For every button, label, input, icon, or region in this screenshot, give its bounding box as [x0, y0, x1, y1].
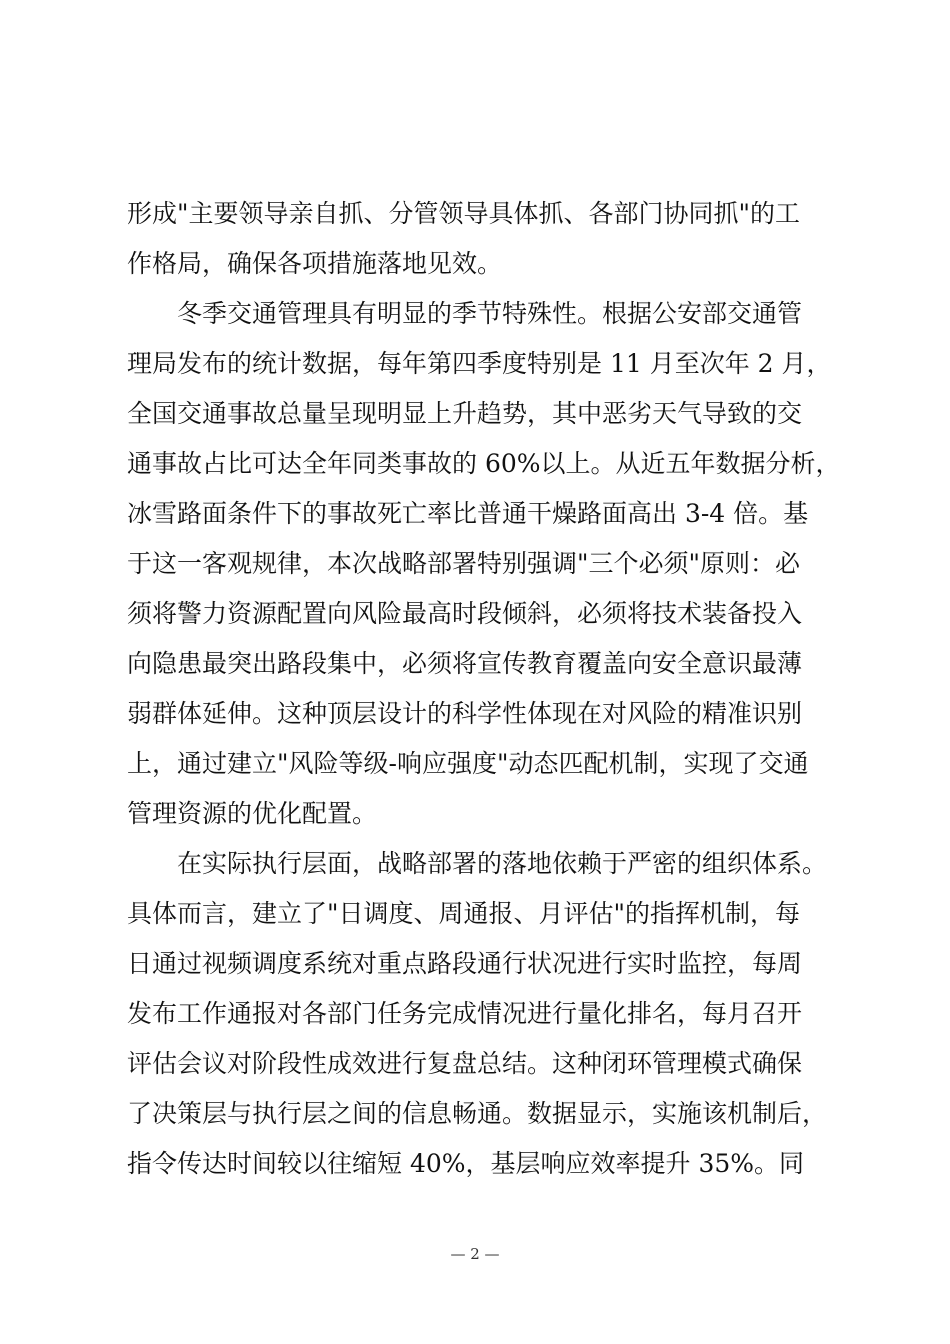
text-line: 通事故占比可达全年同类事故的 60%以上。从近五年数据分析，: [127, 449, 841, 478]
text-line: 日通过视频调度系统对重点路段通行状况进行实时监控，每周: [127, 949, 803, 978]
body-text: [127, 189, 841, 1189]
text-line: 于这一客观规律，本次战略部署特别强调"三个必须"原则：必: [127, 549, 801, 578]
text-line: 作格局，确保各项措施落地见效。: [127, 249, 503, 278]
text-line: 指令传达时间较以往缩短 40%，基层响应效率提升 35%。同: [127, 1149, 805, 1178]
page-number: — 2 —: [450, 1245, 500, 1263]
paragraph-first-line: 冬季交通管理具有明显的季节特殊性。根据公安部交通管: [177, 299, 803, 328]
text-line: 上，通过建立"风险等级-响应强度"动态匹配机制，实现了交通: [127, 749, 809, 778]
text-line: 具体而言，建立了"日调度、周通报、月评估"的指挥机制，每: [127, 899, 801, 928]
paragraph-first-line: 在实际执行层面，战略部署的落地依赖于严密的组织体系。: [177, 849, 828, 878]
text-line: 理局发布的统计数据，每年第四季度特别是 11 月至次年 2 月，: [127, 349, 832, 378]
text-line: 全国交通事故总量呈现明显上升趋势，其中恶劣天气导致的交: [127, 399, 803, 428]
text-line: 形成"主要领导亲自抓、分管领导具体抓、各部门协同抓"的工: [127, 199, 801, 228]
text-line: 向隐患最突出路段集中，必须将宣传教育覆盖向安全意识最薄: [127, 649, 803, 678]
text-line: 管理资源的优化配置。: [127, 799, 378, 828]
text-line: 须将警力资源配置向风险最高时段倾斜，必须将技术装备投入: [127, 599, 803, 628]
text-line: 冰雪路面条件下的事故死亡率比普通干燥路面高出 3-4 倍。基: [127, 499, 809, 528]
text-line: 了决策层与执行层之间的信息畅通。数据显示，实施该机制后，: [127, 1099, 828, 1128]
text-line: 弱群体延伸。这种顶层设计的科学性体现在对风险的精准识别: [127, 699, 803, 728]
text-line: 评估会议对阶段性成效进行复盘总结。这种闭环管理模式确保: [127, 1049, 803, 1078]
text-line: 发布工作通报对各部门任务完成情况进行量化排名，每月召开: [127, 999, 803, 1028]
